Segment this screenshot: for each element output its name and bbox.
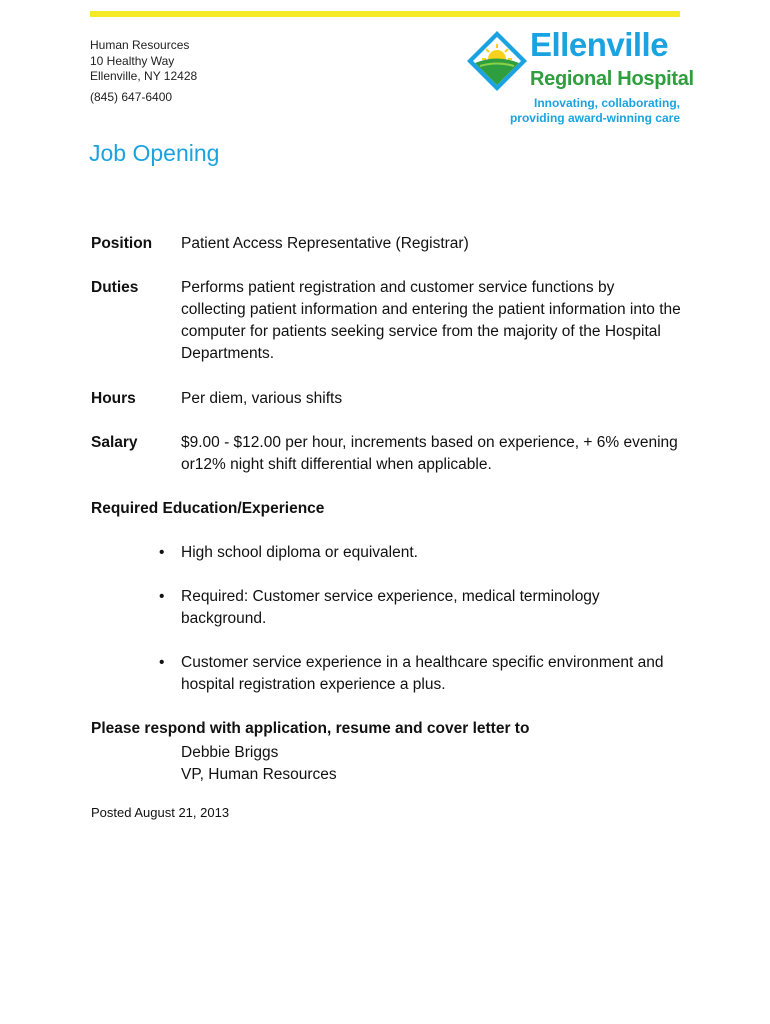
respond-heading: Please respond with application, resume and cover letter to: [91, 720, 530, 737]
accent-bar: [90, 11, 680, 17]
bullet-icon: •: [159, 544, 165, 561]
requirements-heading: Required Education/Experience: [91, 500, 325, 517]
address-block: [90, 38, 197, 105]
contact-name: Debbie Briggs: [181, 744, 279, 761]
logo-tagline: [510, 96, 680, 126]
city: Ellenville, NY 12428: [90, 69, 198, 83]
field-label: Duties: [91, 279, 139, 296]
field-label: Hours: [91, 390, 136, 407]
field-value: Performs patient registration and customer service functions by collecting patient information and entering the patient information into the computer for patients seeking service from the majority of the Hospital Departments.: [181, 279, 681, 362]
logo-diamond-icon: [466, 30, 528, 92]
bullet-icon: •: [159, 654, 165, 671]
tagline-line2: providing award-winning care: [509, 111, 680, 125]
department: Human Resources: [90, 38, 190, 52]
phone: (845) 647-6400: [90, 89, 173, 104]
posted-date: Posted August 21, 2013: [91, 805, 230, 820]
field-value: $9.00 - $12.00 per hour, increments based on experience, + 6% evening or12% night shift differential when applicable.: [181, 434, 678, 473]
list-item: • Customer service experience in a healthcare specific environment and hospital registration experience a plus.: [159, 654, 664, 693]
list-item: • High school diploma or equivalent.: [91, 542, 681, 564]
logo-name-line1: Ellenville: [530, 26, 669, 63]
field-label: Position: [91, 235, 153, 252]
field-value: Per diem, various shifts: [181, 390, 343, 407]
requirements-list: [91, 542, 681, 718]
page-title: Job Opening: [89, 140, 220, 166]
tagline-line1: Innovating, collaborating,: [533, 96, 680, 110]
list-item: • Required: Customer service experience, medical terminology background.: [159, 588, 600, 627]
contact-title: VP, Human Resources: [181, 766, 337, 783]
street: 10 Healthy Way: [90, 53, 175, 68]
field-label: Salary: [91, 434, 138, 451]
field-value: Patient Access Representative (Registrar): [181, 235, 469, 252]
bullet-icon: •: [159, 588, 165, 605]
contact-block: [181, 742, 337, 786]
logo-name-line2: Regional Hospital: [530, 68, 694, 90]
